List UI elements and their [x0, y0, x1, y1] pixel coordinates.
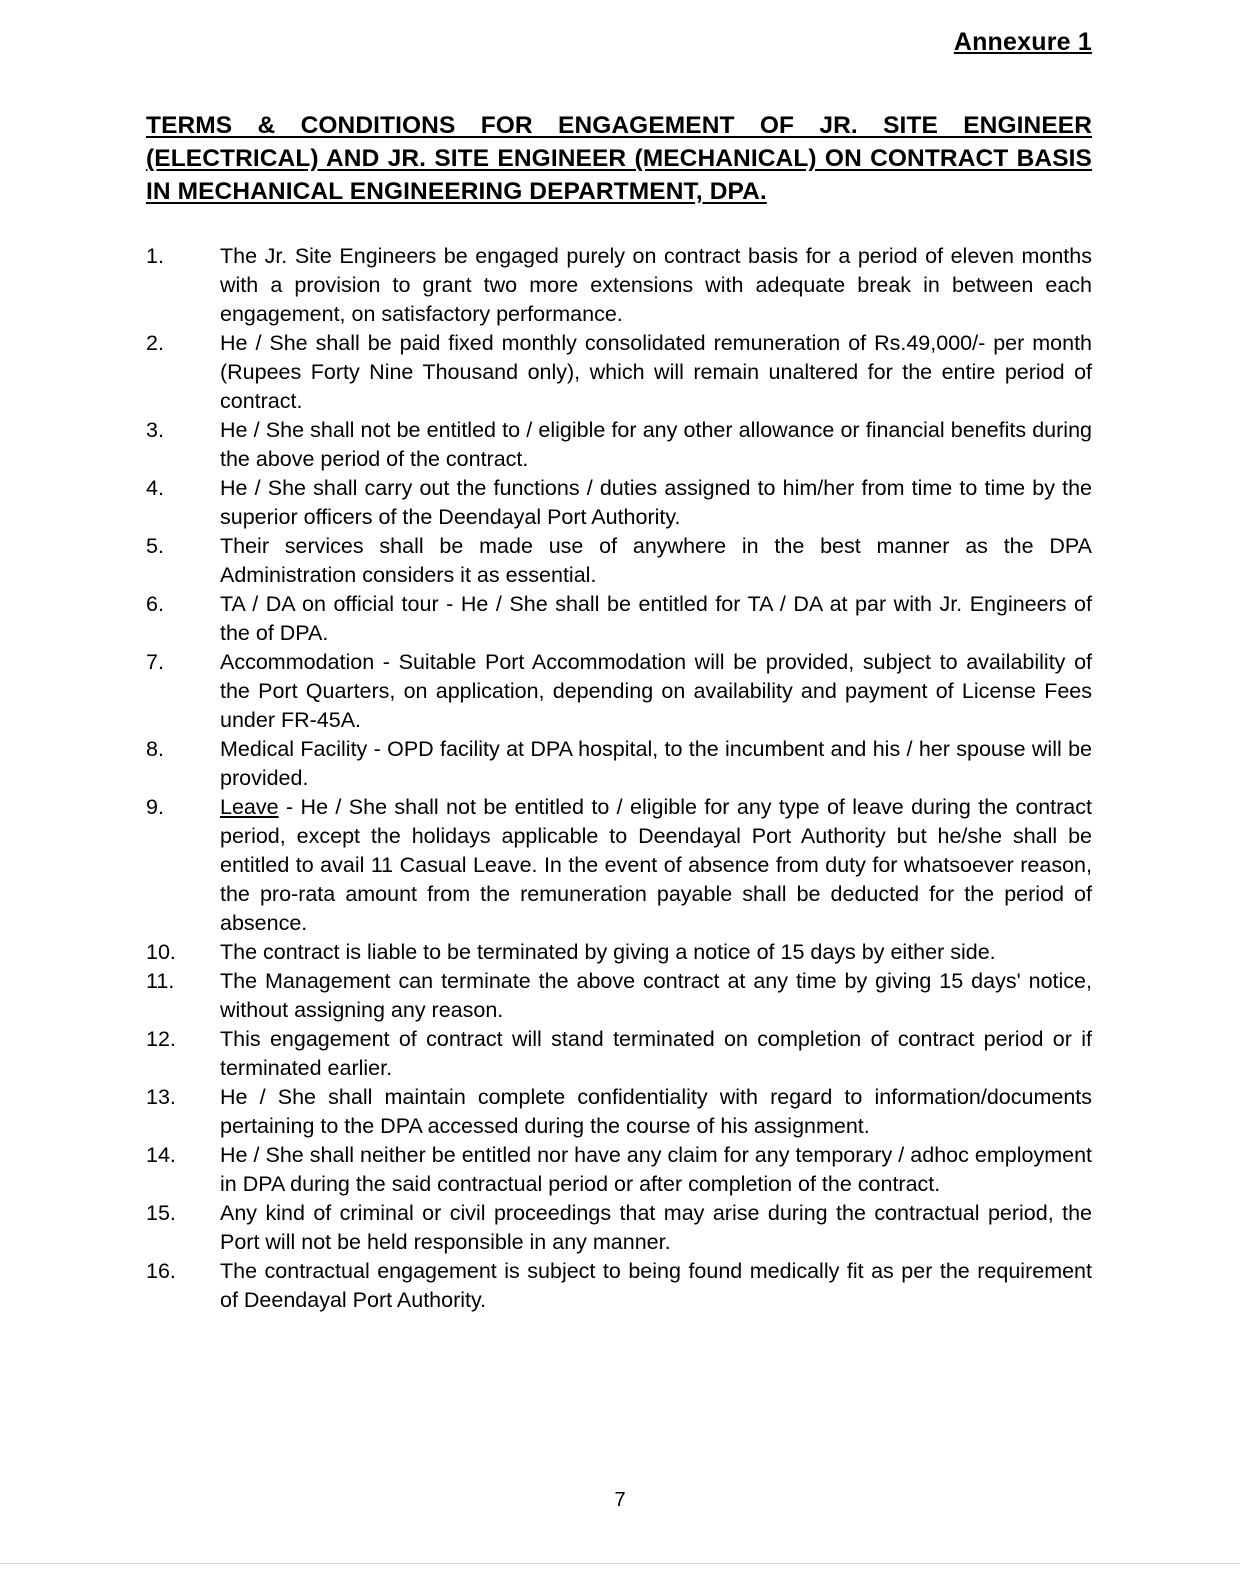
term-number: 15.: [146, 1201, 176, 1225]
term-number: 7.: [146, 650, 164, 674]
term-number: 10.: [146, 940, 176, 964]
term-item: [146, 1083, 1092, 1141]
term-text: He / She shall carry out the functions / duties assigned to him/her from time to time by the superior officers of the Deendayal Port Authority.: [220, 476, 1092, 529]
term-item: [146, 1025, 1092, 1083]
term-text: This engagement of contract will stand terminated on completion of contract period or if terminated earlier.: [220, 1027, 1092, 1080]
term-item: [146, 1141, 1092, 1199]
term-number: 3.: [146, 418, 164, 442]
term-item: [146, 590, 1092, 648]
term-number: 12.: [146, 1027, 176, 1051]
term-number: 1.: [146, 244, 164, 268]
annexure-label: Annexure 1: [953, 28, 1092, 56]
term-item: [146, 242, 1092, 329]
term-text: He / She shall be paid fixed monthly consolidated remuneration of Rs.49,000/- per month (Rupees Forty Nine Thousand only), which will remain unaltered for the entire period of contract.: [220, 331, 1092, 413]
term-lead-label: Leave: [220, 795, 279, 819]
term-number: 8.: [146, 737, 164, 761]
term-item: [146, 938, 1092, 967]
term-number: 16.: [146, 1259, 176, 1283]
term-item: [146, 532, 1092, 590]
term-text: Their services shall be made use of anywhere in the best manner as the DPA Administration considers it as essential.: [220, 534, 1092, 587]
term-text: The Management can terminate the above contract at any time by giving 15 days' notice, without assigning any reason.: [220, 969, 1092, 1022]
term-item: [146, 793, 1092, 938]
term-text: Any kind of criminal or civil proceedings that may arise during the contractual period, the Port will not be held responsible in any manner.: [220, 1201, 1092, 1254]
term-text: The contract is liable to be terminated by giving a notice of 15 days by either side.: [220, 940, 996, 964]
term-text: Accommodation - Suitable Port Accommodation will be provided, subject to availability of the Port Quarters, on application, depending on availability and payment of License Fees under FR-45A.: [220, 650, 1092, 732]
term-text: TA / DA on official tour - He / She shall be entitled for TA / DA at par with Jr. Engineers of the of DPA.: [220, 592, 1092, 645]
term-number: 5.: [146, 534, 164, 558]
term-text: The contractual engagement is subject to being found medically fit as per the requirement of Deendayal Port Authority.: [220, 1259, 1092, 1312]
term-item: [146, 416, 1092, 474]
term-item: [146, 1257, 1092, 1315]
term-text: [220, 793, 1092, 938]
term-item: [146, 474, 1092, 532]
term-item: [146, 648, 1092, 735]
term-number: 4.: [146, 476, 164, 500]
term-body: - He / She shall not be entitled to / eligible for any type of leave during the contract period, except the holidays applicable to Deendayal Port Authority but he/she shall be entitled to avail 11 Casual Leave. In the event of absence from duty for whatsoever reason, the pro-rata amount from the remuneration payable shall be deducted for the period of absence.: [220, 795, 1092, 935]
term-number: 9.: [146, 795, 164, 819]
term-number: 11.: [146, 969, 175, 993]
page-bottom-edge: [0, 1563, 1240, 1574]
term-text: Medical Facility - OPD facility at DPA hospital, to the incumbent and his / her spouse will be provided.: [220, 737, 1092, 790]
term-text: The Jr. Site Engineers be engaged purely on contract basis for a period of eleven months with a provision to grant two more extensions with adequate break in between each engagement, on satisfactory performance.: [220, 244, 1092, 326]
term-text: He / She shall not be entitled to / eligible for any other allowance or financial benefits during the above period of the contract.: [220, 418, 1092, 471]
annexure-header: [0, 0, 1240, 57]
term-text: He / She shall maintain complete confidentiality with regard to information/documents pertaining to the DPA accessed during the course of his assignment.: [220, 1085, 1092, 1138]
term-item: [146, 735, 1092, 793]
term-text: He / She shall neither be entitled nor have any claim for any temporary / adhoc employment in DPA during the said contractual period or after completion of the contract.: [220, 1143, 1092, 1196]
page-title: TERMS & CONDITIONS FOR ENGAGEMENT OF JR. SITE ENGINEER (ELECTRICAL) AND JR. SITE ENGINEER (MECHANICAL) ON CONTRACT BASIS IN MECHANICAL ENGINEERING DEPARTMENT, DPA.: [146, 112, 1092, 205]
page-number: 7: [614, 1489, 626, 1511]
term-item: [146, 1199, 1092, 1257]
terms-and-conditions-list: [146, 242, 1092, 1315]
term-number: 6.: [146, 592, 164, 616]
term-number: 14.: [146, 1143, 176, 1167]
term-item: [146, 329, 1092, 416]
term-item: [146, 967, 1092, 1025]
term-number: 2.: [146, 331, 164, 355]
term-number: 13.: [146, 1085, 176, 1109]
